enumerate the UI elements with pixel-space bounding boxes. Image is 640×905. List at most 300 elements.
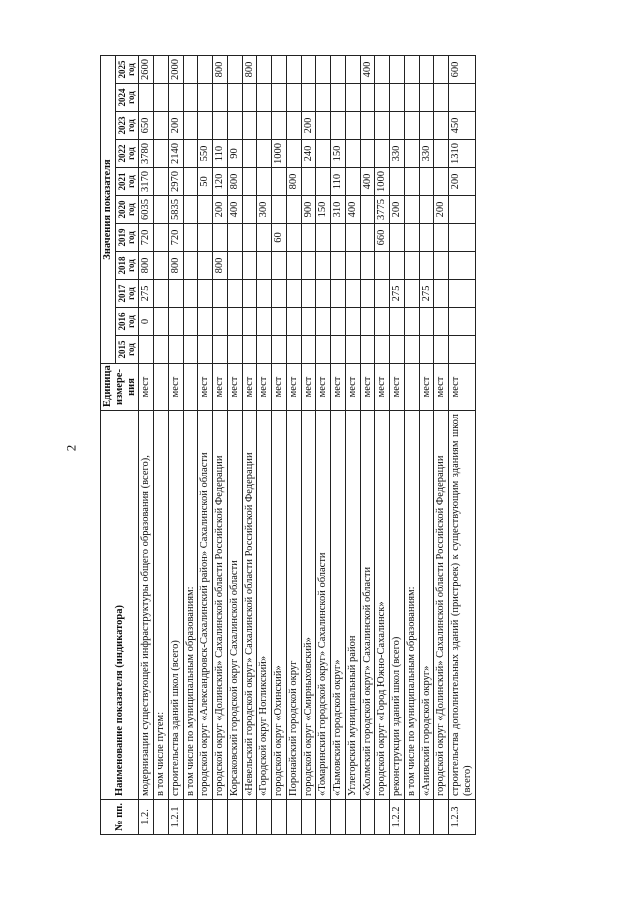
row-value [198, 196, 213, 224]
row-value: 800 [286, 168, 301, 196]
row-value: 50 [198, 168, 213, 196]
row-unit: мест [360, 364, 375, 411]
row-value [227, 84, 242, 112]
row-name: строительства дополнительных зданий (пристроек) к существующим зданиям школ (всего) [449, 411, 476, 800]
row-value: 330 [390, 140, 405, 168]
row-value [375, 336, 390, 364]
row-unit: мест [331, 364, 346, 411]
row-value [227, 308, 242, 336]
row-value [272, 84, 287, 112]
row-value [449, 280, 476, 308]
row-value [375, 140, 390, 168]
row-value: 450 [449, 112, 476, 140]
row-value [286, 56, 301, 84]
row-unit: мест [139, 364, 154, 411]
row-value: 300 [257, 196, 272, 224]
row-value: 310 [331, 196, 346, 224]
row-number [301, 800, 316, 835]
table-row [286, 56, 301, 835]
row-name: «Холмский городской округ» Сахалинской области [360, 411, 375, 800]
header-year: 2025 год [116, 56, 139, 84]
header-year: 2023 год [116, 112, 139, 140]
row-value [301, 280, 316, 308]
row-value [316, 336, 331, 364]
row-value: 275 [419, 280, 434, 308]
row-value [360, 140, 375, 168]
row-value [213, 308, 228, 336]
row-number [331, 800, 346, 835]
row-number [198, 800, 213, 835]
row-value [449, 224, 476, 252]
row-value [257, 168, 272, 196]
row-name: Корсаковский городской округ Сахалинской области [227, 411, 242, 800]
row-value [390, 252, 405, 280]
row-number [360, 800, 375, 835]
row-value [242, 168, 257, 196]
row-number [434, 800, 449, 835]
row-value [316, 140, 331, 168]
row-number [154, 800, 169, 835]
row-value [257, 112, 272, 140]
table-row [154, 56, 169, 835]
row-value [286, 140, 301, 168]
row-value [404, 308, 419, 336]
row-value: 400 [345, 196, 360, 224]
header-num: № пп. [101, 800, 139, 835]
row-value [154, 56, 169, 84]
row-value: 550 [198, 140, 213, 168]
row-value: 110 [213, 140, 228, 168]
row-value [183, 84, 198, 112]
row-value [213, 112, 228, 140]
row-unit: мест [449, 364, 476, 411]
row-value [272, 112, 287, 140]
row-value: 200 [213, 196, 228, 224]
row-name: городской округ «Город Южно-Сахалинск» [375, 411, 390, 800]
row-value [419, 196, 434, 224]
row-number [213, 800, 228, 835]
row-value [404, 140, 419, 168]
row-number [404, 800, 419, 835]
row-value: 240 [301, 140, 316, 168]
row-value [360, 224, 375, 252]
row-value: 110 [331, 168, 346, 196]
row-name: городской округ «Смирныховский» [301, 411, 316, 800]
row-value [301, 224, 316, 252]
row-value [272, 252, 287, 280]
row-value [168, 84, 183, 112]
row-value: 900 [301, 196, 316, 224]
row-value [419, 112, 434, 140]
row-value: 0 [139, 308, 154, 336]
row-value: 6035 [139, 196, 154, 224]
row-name: «Тымовский городской округ» [331, 411, 346, 800]
row-value [154, 140, 169, 168]
row-value: 800 [213, 56, 228, 84]
table-row [301, 56, 316, 835]
row-number: 1.2.2 [390, 800, 405, 835]
row-number [286, 800, 301, 835]
row-value [360, 336, 375, 364]
row-unit: мест [286, 364, 301, 411]
row-value: 60 [272, 224, 287, 252]
row-value [198, 252, 213, 280]
row-unit: мест [257, 364, 272, 411]
row-value [390, 168, 405, 196]
row-value [242, 280, 257, 308]
row-value [375, 252, 390, 280]
row-value [213, 280, 228, 308]
row-value [227, 56, 242, 84]
row-value [360, 112, 375, 140]
row-value [272, 56, 287, 84]
row-value [183, 252, 198, 280]
row-value [331, 280, 346, 308]
row-value [242, 84, 257, 112]
row-value [154, 252, 169, 280]
row-value [198, 308, 213, 336]
row-value [331, 308, 346, 336]
row-unit: мест [375, 364, 390, 411]
row-value [301, 336, 316, 364]
row-value: 150 [331, 140, 346, 168]
row-value: 2000 [168, 56, 183, 84]
row-value [183, 112, 198, 140]
row-value [198, 84, 213, 112]
row-value: 1310 [449, 140, 476, 168]
row-value [390, 224, 405, 252]
row-value [434, 112, 449, 140]
row-number [183, 800, 198, 835]
row-number [227, 800, 242, 835]
header-row [101, 56, 116, 835]
row-value: 200 [168, 112, 183, 140]
row-value: 3780 [139, 140, 154, 168]
row-value [242, 336, 257, 364]
row-value [301, 56, 316, 84]
row-unit: мест [272, 364, 287, 411]
row-value [404, 252, 419, 280]
row-value [286, 336, 301, 364]
row-value [419, 336, 434, 364]
row-value [286, 252, 301, 280]
row-value [316, 280, 331, 308]
row-value: 3775 [375, 196, 390, 224]
row-value [404, 168, 419, 196]
row-value [404, 280, 419, 308]
row-value [404, 196, 419, 224]
table-row [345, 56, 360, 835]
table-row [257, 56, 272, 835]
header-year: 2019 год [116, 224, 139, 252]
row-value [286, 196, 301, 224]
row-name: городской округ «Долинский» Сахалинской области Российской Федерации [434, 411, 449, 800]
row-value [154, 336, 169, 364]
row-value [434, 280, 449, 308]
row-value [434, 224, 449, 252]
row-value [345, 308, 360, 336]
row-value [404, 84, 419, 112]
row-value [316, 224, 331, 252]
row-value: 120 [213, 168, 228, 196]
row-unit: мест [434, 364, 449, 411]
row-value [139, 84, 154, 112]
row-name: в том числе по муниципальным образованиям: [404, 411, 419, 800]
row-value [183, 168, 198, 196]
table-row [449, 56, 476, 835]
row-value [449, 308, 476, 336]
table-row [404, 56, 419, 835]
row-value [257, 56, 272, 84]
row-number [345, 800, 360, 835]
row-value [434, 336, 449, 364]
row-value [345, 168, 360, 196]
row-value [227, 112, 242, 140]
row-value [257, 224, 272, 252]
table-row [227, 56, 242, 835]
row-unit [183, 364, 198, 411]
row-value: 90 [227, 140, 242, 168]
page-number: 2 [63, 444, 79, 452]
row-value [286, 280, 301, 308]
row-value [154, 168, 169, 196]
row-value [449, 252, 476, 280]
row-unit: мест [168, 364, 183, 411]
row-number [419, 800, 434, 835]
row-value: 5835 [168, 196, 183, 224]
row-value: 800 [227, 168, 242, 196]
row-value [272, 336, 287, 364]
header-values-group: Значения показателя [101, 56, 116, 364]
row-value [213, 84, 228, 112]
row-name: Поронайский городской округ [286, 411, 301, 800]
row-unit: мест [198, 364, 213, 411]
table-row [183, 56, 198, 835]
row-value [390, 336, 405, 364]
row-value [257, 280, 272, 308]
row-value [154, 112, 169, 140]
row-value [434, 56, 449, 84]
row-value [301, 84, 316, 112]
row-value: 400 [360, 56, 375, 84]
row-value [434, 84, 449, 112]
row-value [227, 336, 242, 364]
table-row [242, 56, 257, 835]
row-number [242, 800, 257, 835]
header-year: 2020 год [116, 196, 139, 224]
row-value [375, 84, 390, 112]
row-value [257, 308, 272, 336]
row-name: «Невельский городской округ» Сахалинской области Российской Федерации [242, 411, 257, 800]
row-value: 150 [316, 196, 331, 224]
row-value: 330 [419, 140, 434, 168]
row-value [183, 308, 198, 336]
row-value [198, 112, 213, 140]
row-number: 1.2. [139, 800, 154, 835]
header-name: Наименование показателя (индикатора) [101, 411, 139, 800]
row-value [434, 252, 449, 280]
row-number: 1.2.3 [449, 800, 476, 835]
row-value [316, 168, 331, 196]
table-row [375, 56, 390, 835]
row-value [419, 168, 434, 196]
row-value [360, 252, 375, 280]
row-value [257, 336, 272, 364]
row-value [183, 196, 198, 224]
header-year: 2021 год [116, 168, 139, 196]
row-value [242, 140, 257, 168]
row-value [286, 224, 301, 252]
row-value [286, 84, 301, 112]
row-unit: мест [227, 364, 242, 411]
row-name: «Анивский городской округ» [419, 411, 434, 800]
row-name: строительства зданий школ (всего) [168, 411, 183, 800]
row-unit: мест [390, 364, 405, 411]
row-value [213, 224, 228, 252]
row-value [154, 280, 169, 308]
row-name: Углегорский муниципальный район [345, 411, 360, 800]
row-value [331, 56, 346, 84]
header-year: 2016 год [116, 308, 139, 336]
row-value [198, 336, 213, 364]
row-value [345, 112, 360, 140]
row-value [272, 168, 287, 196]
row-value [375, 280, 390, 308]
table-row [139, 56, 154, 835]
row-value [331, 252, 346, 280]
row-number [316, 800, 331, 835]
row-number [257, 800, 272, 835]
row-value: 2600 [139, 56, 154, 84]
row-value [345, 84, 360, 112]
row-value [242, 112, 257, 140]
row-value [272, 196, 287, 224]
row-value [375, 308, 390, 336]
row-value [434, 168, 449, 196]
header-year: 2015 год [116, 336, 139, 364]
row-number [272, 800, 287, 835]
row-value [168, 280, 183, 308]
row-value [198, 56, 213, 84]
row-unit: мест [213, 364, 228, 411]
row-value [316, 252, 331, 280]
row-value: 600 [449, 56, 476, 84]
row-unit [154, 364, 169, 411]
row-name: модернизации существующей инфраструктуры общего образования (всего), [139, 411, 154, 800]
row-value: 200 [390, 196, 405, 224]
row-value [419, 56, 434, 84]
row-name: реконструкции зданий школ (всего) [390, 411, 405, 800]
row-value: 800 [242, 56, 257, 84]
row-value [272, 308, 287, 336]
table-row [168, 56, 183, 835]
row-name: городской округ «Охинский» [272, 411, 287, 800]
row-value: 1000 [272, 140, 287, 168]
row-name: городской округ «Долинский» Сахалинской области Российской Федерации [213, 411, 228, 800]
row-value [213, 336, 228, 364]
row-value [316, 112, 331, 140]
row-value [390, 112, 405, 140]
row-name: «Городской округ Ногликский» [257, 411, 272, 800]
indicator-table [100, 55, 476, 835]
row-value [449, 84, 476, 112]
row-value [286, 308, 301, 336]
row-unit: мест [242, 364, 257, 411]
row-value [390, 84, 405, 112]
row-value [183, 224, 198, 252]
row-value [419, 224, 434, 252]
row-value [183, 56, 198, 84]
table-row [434, 56, 449, 835]
row-value [227, 252, 242, 280]
header-year: 2017 год [116, 280, 139, 308]
row-value [419, 308, 434, 336]
row-unit: мест [301, 364, 316, 411]
row-name: в том числе по муниципальным образованиям: [183, 411, 198, 800]
row-value [301, 308, 316, 336]
row-value [390, 308, 405, 336]
row-value: 800 [168, 252, 183, 280]
row-value [316, 84, 331, 112]
row-value [404, 112, 419, 140]
row-value [390, 56, 405, 84]
row-value [375, 112, 390, 140]
row-value: 720 [139, 224, 154, 252]
table-row [360, 56, 375, 835]
row-value [154, 84, 169, 112]
row-value [331, 112, 346, 140]
row-value [257, 84, 272, 112]
row-value [257, 140, 272, 168]
row-unit [404, 364, 419, 411]
row-value [419, 84, 434, 112]
row-value [198, 280, 213, 308]
row-name: в том числе путем: [154, 411, 169, 800]
row-value [345, 56, 360, 84]
row-value: 1000 [375, 168, 390, 196]
row-value [242, 224, 257, 252]
row-value [331, 336, 346, 364]
row-value [345, 280, 360, 308]
row-name: городской округ «Александровск-Сахалинский район» Сахалинской области [198, 411, 213, 800]
row-value: 200 [449, 168, 476, 196]
row-value [227, 280, 242, 308]
row-value [360, 196, 375, 224]
row-value [449, 336, 476, 364]
row-value: 275 [390, 280, 405, 308]
row-value [345, 252, 360, 280]
row-value: 200 [434, 196, 449, 224]
row-unit: мест [419, 364, 434, 411]
row-value [168, 336, 183, 364]
row-value: 400 [227, 196, 242, 224]
table-row [213, 56, 228, 835]
row-value [242, 308, 257, 336]
header-year: 2022 год [116, 140, 139, 168]
row-value [345, 140, 360, 168]
header-unit: Единица измере- ния [101, 364, 139, 411]
row-value [154, 224, 169, 252]
row-value [419, 252, 434, 280]
table-row [272, 56, 287, 835]
row-number [375, 800, 390, 835]
row-value: 720 [168, 224, 183, 252]
row-value [449, 196, 476, 224]
table-row [390, 56, 405, 835]
row-value: 400 [360, 168, 375, 196]
row-value: 660 [375, 224, 390, 252]
table-row [419, 56, 434, 835]
